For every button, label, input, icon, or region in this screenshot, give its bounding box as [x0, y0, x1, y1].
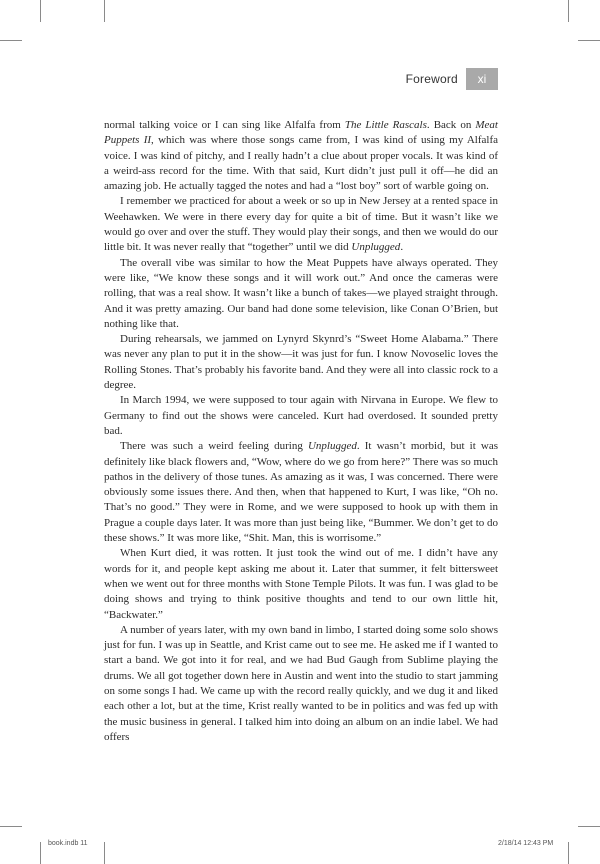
text-run: . It wasn’t morbid, but it was definitely like black flowers and, “Wow, where do we go from here?” There was so much pathos in the delivery of those tunes. As amazing as it was, I was concerned. There were obviously some issues there. And then, when that happened to Kurt, I was like, “Oh no. That’s no good.” They were in Rome, and we were supposed to hook up with them in Prague a couple days later. It was more than just being like, “Bummer. We don’t get to do these shows.” It was more like, “Shit. Man, this is worrisome.”: [104, 440, 499, 545]
text-run: When Kurt died, it was rotten. It just took the wind out of me. I didn’t have any words for it, and people kept asking me about it. Later that summer, it felt bittersweet when we went out for three months with Stone Temple Pilots. It was fun. I was glad to be doing shows and trying to think positive thoughts and tend to our own little hit, “Backwater.”: [104, 547, 498, 621]
paragraph: [104, 118, 498, 194]
text-run: During rehearsals, we jammed on Lynyrd Skynrd’s “Sweet Home Alabama.” There was never any plan to put it in the show—it was just for fun. I know Novoselic loves the Rolling Stones. That’s probably his favorite band. And they were all into classic rock to a degree.: [104, 333, 498, 392]
print-slug: [0, 838, 600, 852]
text-run: I remember we practiced for about a week or so up in New Jersey at a rented space in Weehawken. We were in there every day for quite a bit of time. But it wasn’t like we would go over and over the stuff. They would play their songs, and then we would do our little bit. It was never really that “together” until we did: [104, 195, 498, 254]
italic-title: Unplugged: [351, 241, 401, 254]
text-run: A number of years later, with my own band in limbo, I started doing some solo shows just for fun. I was up in Seattle, and Krist came out to see me. He asked me if I wanted to start a band. We got into it for real, and we had Bud Gaugh from Sublime playing the drums. We all got together down here in Austin and went into the studio to start jamming on some songs I had. We came up with the record really quickly, and we dug it and liked each other a lot, but at the time, Krist really wanted to be in politics and was fed up with the music business in general. I talked him into doing an album on an indie label. We had offers: [104, 623, 498, 743]
italic-title: Unplugged: [307, 440, 357, 453]
crop-mark: [0, 826, 22, 827]
crop-mark: [40, 0, 41, 22]
text-run: In March 1994, we were supposed to tour again with Nirvana in Europe. We flew to Germany to find out the shows were canceled. Kurt had overdosed. It sounded pretty bad.: [104, 394, 498, 437]
paragraph: [104, 332, 498, 393]
crop-mark: [104, 0, 105, 22]
section-title: Foreword: [405, 72, 458, 86]
file-slug: book.indb 11: [48, 840, 88, 847]
paragraph: [104, 194, 498, 255]
crop-mark: [568, 0, 569, 22]
text-run: .: [400, 241, 404, 254]
text-run: The overall vibe was similar to how the Meat Puppets have always operated. They were like, “We know these songs and it will work out.” And once the cameras were rolling, that was a real show. It wasn’t like a bunch of takes—we played straight through. And it was pretty amazing. Our band had done some television, like Conan O’Brien, but nothing like that.: [104, 256, 498, 330]
crop-mark: [0, 40, 22, 41]
text-run: . Back on: [426, 119, 476, 131]
running-head: [390, 68, 498, 90]
body-text: [104, 118, 498, 745]
text-run: , which was where those songs came from, I was kind of using my Alfalfa voice. I was kind of pitchy, and I really hadn’t a clue about proper vocals. It was kind of a weird-ass record for the time. With that said, Kurt didn’t just pull it off—he did an amazing job. He actually tagged the notes and had a “lost boy” sort of warble going on.: [104, 134, 499, 193]
italic-title: Meat Puppets II: [104, 119, 498, 147]
paragraph: [104, 393, 498, 439]
paragraph: [104, 439, 498, 546]
print-timestamp: 2/18/14 12:43 PM: [498, 840, 554, 847]
paragraph: [104, 256, 498, 332]
italic-title: The Little Rascals: [344, 119, 427, 131]
crop-mark: [578, 826, 600, 827]
page-number: xi: [466, 68, 498, 90]
text-run: There was such a weird feeling during: [120, 440, 308, 453]
paragraph: [104, 546, 498, 622]
paragraph: [104, 623, 498, 745]
text-run: normal talking voice or I can sing like Alfalfa from: [104, 119, 345, 131]
crop-mark: [578, 40, 600, 41]
